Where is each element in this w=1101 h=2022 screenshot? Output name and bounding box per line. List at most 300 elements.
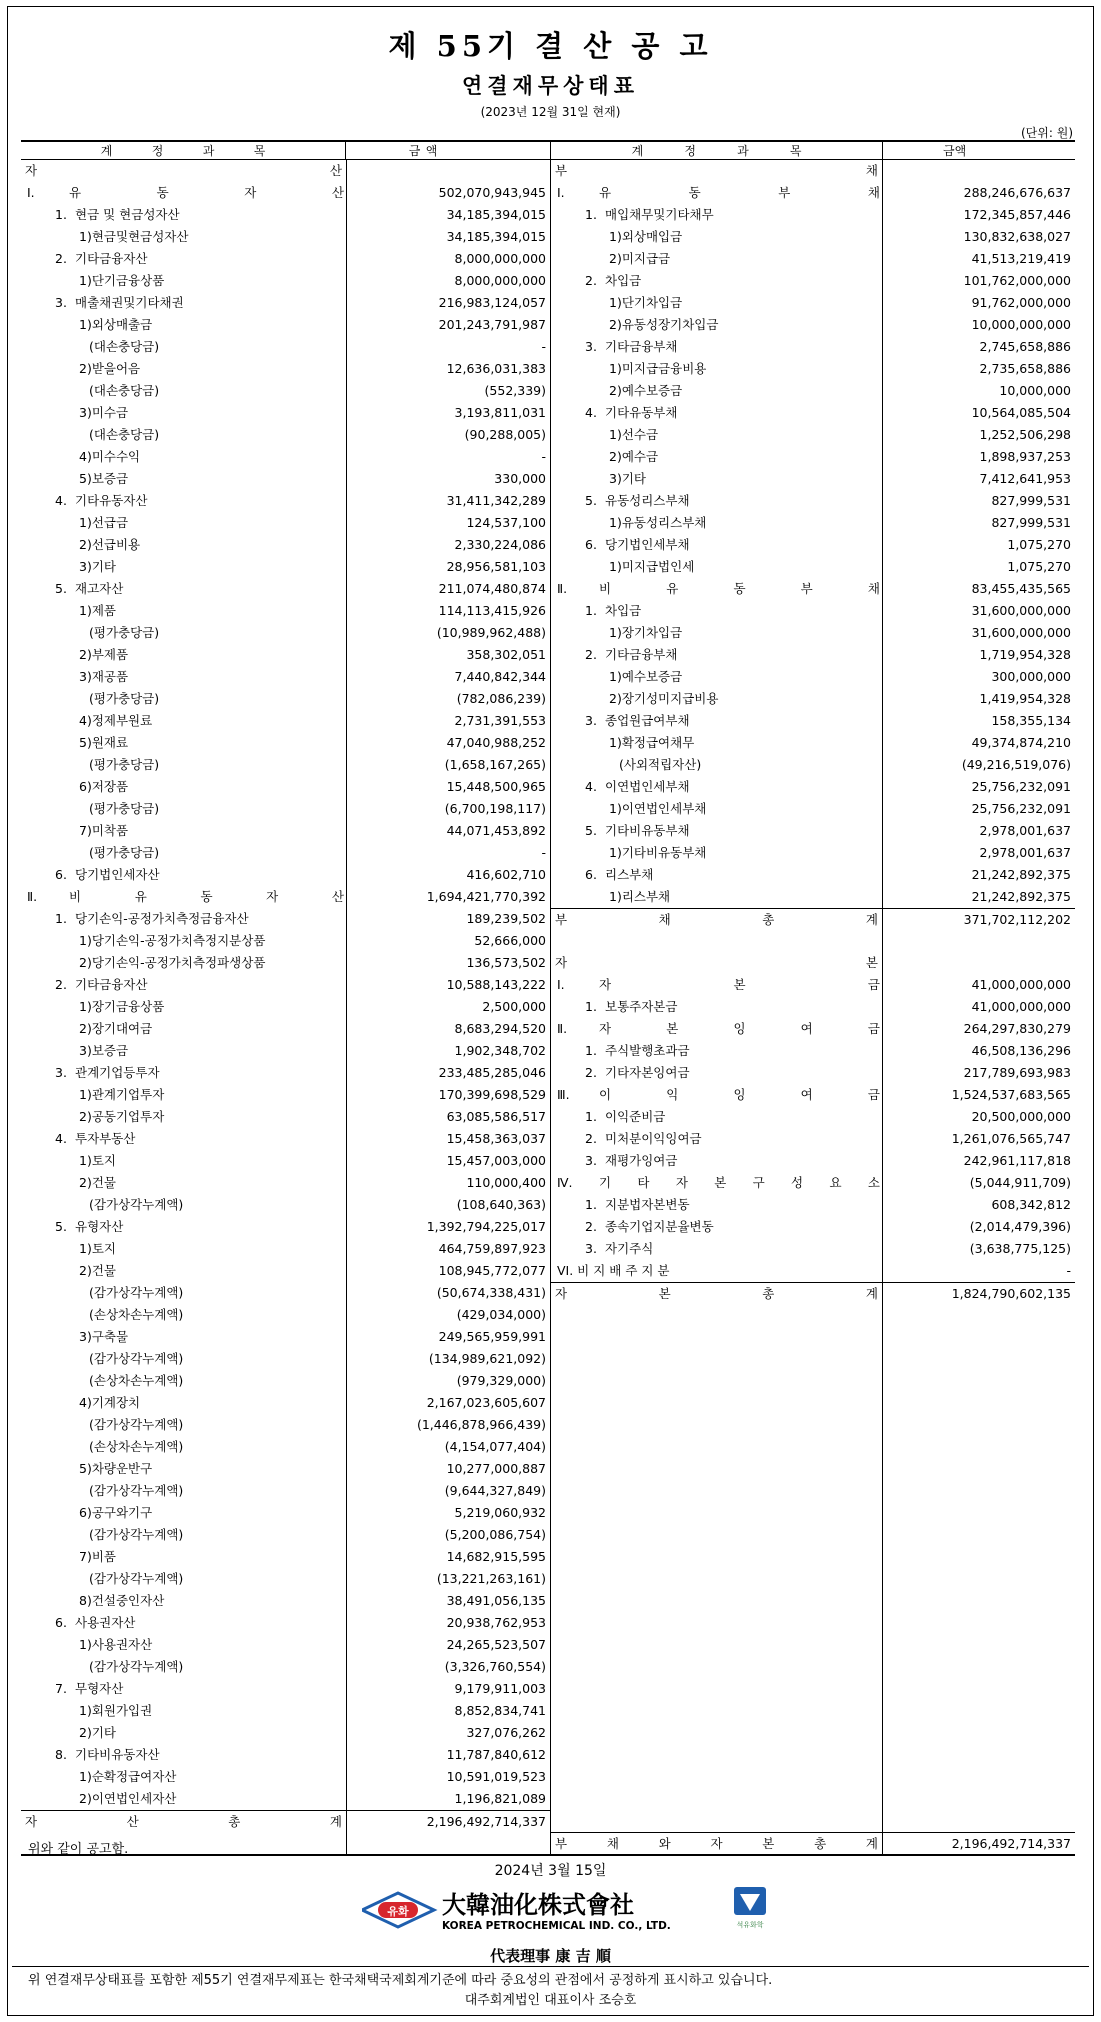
item-number: 1.	[585, 1109, 597, 1124]
amount-cell: 38,491,056,135	[346, 1590, 551, 1612]
account-label: 3)미수금	[79, 405, 129, 420]
item-number: 6.	[55, 1615, 67, 1630]
account-label	[21, 1128, 346, 1150]
amount-cell	[883, 1568, 1075, 1590]
amount-cell: 242,961,117,818	[963, 1153, 1071, 1168]
amount-cell: 2,196,492,714,337	[346, 1810, 551, 1832]
account-label: 1)유동성리스부채	[551, 512, 883, 534]
amount-cell: (13,221,263,161)	[346, 1568, 551, 1590]
amount-cell: 41,000,000,000	[971, 999, 1071, 1014]
amount-cell: 2,978,001,637	[979, 823, 1071, 838]
representative-signature: 代表理事 康 吉 順	[490, 1947, 611, 1965]
item-label: 당기손익-공정가치측정금융자산	[75, 911, 249, 926]
account-label	[551, 402, 883, 424]
amount-cell: 91,762,000,000	[971, 295, 1071, 310]
account-label	[551, 1216, 883, 1238]
amount-cell: 3,193,811,031	[346, 402, 551, 424]
item-label: 당기법인세자산	[75, 867, 160, 882]
account-label: 1)이연법인세부채	[551, 798, 883, 820]
amount-cell: 31,411,342,289	[346, 490, 551, 512]
amount-cell: 2,330,224,086	[346, 534, 551, 556]
amount-cell	[883, 1612, 1075, 1634]
account-label: 2)당기손익-공정가치측정파생상품	[79, 955, 266, 970]
item-number: 2.	[585, 1065, 597, 1080]
item-label: 미처분이익잉여금	[605, 1131, 702, 1146]
account-label	[551, 1524, 883, 1546]
amount-cell	[883, 1326, 1075, 1348]
amount-cell: 8,000,000,000	[346, 270, 551, 292]
account-label: 1)예수보증금	[551, 666, 883, 688]
amount-cell: 827,999,531	[991, 515, 1071, 530]
account-label	[551, 864, 883, 886]
amount-cell: 216,983,124,057	[346, 292, 551, 314]
amount-cell	[883, 930, 1075, 952]
account-label	[21, 1678, 346, 1700]
amount-cell	[883, 1546, 1075, 1568]
account-label: 자 본 총 계	[551, 1282, 883, 1304]
amount-cell: 34,185,394,015	[346, 204, 551, 226]
account-label	[551, 1194, 883, 1216]
account-label	[21, 1744, 346, 1766]
account-label: 자 산	[25, 163, 342, 178]
amount-cell: 416,602,710	[346, 864, 551, 886]
amount-cell: 288,246,676,637	[963, 185, 1071, 200]
amount-cell	[883, 1524, 1075, 1546]
amount-cell: 300,000,000	[991, 669, 1071, 684]
item-label: 기타유동부채	[605, 405, 678, 420]
item-number: 4.	[585, 779, 597, 794]
amount-cell: 2,735,658,886	[979, 361, 1071, 376]
item-number: 1.	[55, 207, 67, 222]
badge-text: 유화	[387, 1905, 409, 1918]
amount-cell: 15,457,003,000	[346, 1150, 551, 1172]
account-label	[551, 644, 883, 666]
account-label: 3)기타	[79, 559, 116, 574]
amount-cell	[883, 160, 1075, 182]
account-label	[551, 1062, 883, 1084]
statement-title: 연결재무상태표	[461, 74, 639, 98]
item-number: 1.	[585, 1197, 597, 1212]
account-label	[551, 1744, 883, 1766]
amount-cell: 201,243,791,987	[346, 314, 551, 336]
footer-divider	[12, 1966, 1089, 1967]
account-label	[21, 204, 346, 226]
amount-cell: 83,455,435,565	[971, 581, 1071, 596]
item-number: 3.	[585, 1241, 597, 1256]
account-label: (평가충당금)	[89, 845, 160, 860]
amount-cell: 2,745,658,886	[979, 339, 1071, 354]
item-label: 유동성리스부채	[605, 493, 690, 508]
amount-cell: 170,399,698,529	[346, 1084, 551, 1106]
account-label: (평가충당금)	[89, 625, 160, 640]
account-label: 1)외상매입금	[551, 226, 883, 248]
account-label	[21, 1612, 346, 1634]
amount-cell: 608,342,812	[991, 1197, 1071, 1212]
account-label: 1)미지급법인세	[551, 556, 883, 578]
item-number: 5.	[585, 493, 597, 508]
amount-cell: 12,636,031,383	[346, 358, 551, 380]
amount-cell	[883, 1348, 1075, 1370]
amount-cell	[883, 1502, 1075, 1524]
account-label	[551, 336, 883, 358]
account-label	[551, 600, 883, 622]
account-label: 4)기계장치	[79, 1395, 141, 1410]
account-label: 4)정제부원료	[79, 713, 153, 728]
amount-cell	[883, 1656, 1075, 1678]
item-label: 기타자본잉여금	[605, 1065, 690, 1080]
amount-cell: 172,345,857,446	[963, 207, 1071, 222]
amount-cell: (50,674,338,431)	[346, 1282, 551, 1304]
header-amount-left: 금 액	[346, 142, 551, 159]
amount-cell: 8,683,294,520	[346, 1018, 551, 1040]
amount-cell: (429,034,000)	[346, 1304, 551, 1326]
amount-cell: 63,085,586,517	[346, 1106, 551, 1128]
account-label: 2)공동기업투자	[79, 1109, 165, 1124]
account-label: 1)기타비유동부채	[551, 842, 883, 864]
amount-cell: 1,524,537,683,565	[951, 1087, 1071, 1102]
amount-cell: 124,537,100	[346, 512, 551, 534]
mark-caption: 석유화학	[736, 1921, 764, 1929]
amount-cell	[883, 1436, 1075, 1458]
amount-cell: (3,326,760,554)	[346, 1656, 551, 1678]
amount-cell: 8,000,000,000	[346, 248, 551, 270]
account-label	[551, 1436, 883, 1458]
amount-cell: (90,288,005)	[346, 424, 551, 446]
amount-cell: 158,355,134	[991, 713, 1071, 728]
amount-cell: 189,239,502	[346, 908, 551, 930]
amount-cell: 25,756,232,091	[971, 801, 1071, 816]
account-label: (손상차손누계액)	[89, 1307, 184, 1322]
amount-cell: 10,277,000,887	[346, 1458, 551, 1480]
account-label: 5)차량운반구	[79, 1461, 153, 1476]
amount-cell: (3,638,775,125)	[969, 1241, 1071, 1256]
item-number: 7.	[55, 1681, 67, 1696]
account-label	[551, 1304, 883, 1326]
account-label: 3)재공품	[79, 669, 129, 684]
item-number: 3.	[585, 713, 597, 728]
amount-cell: 358,302,051	[346, 644, 551, 666]
item-number: 1.	[585, 603, 597, 618]
account-label: 1)관계기업투자	[79, 1087, 165, 1102]
account-label	[551, 1348, 883, 1370]
notice-text: 위와 같이 공고함.	[28, 1842, 129, 1857]
header-account-right: 계 정 과 목	[551, 142, 883, 159]
item-label: 종업원급여부채	[605, 713, 690, 728]
amount-cell: 15,458,363,037	[346, 1128, 551, 1150]
amount-cell: (5,200,086,754)	[346, 1524, 551, 1546]
section-number: I.	[557, 977, 565, 992]
amount-cell	[883, 1788, 1075, 1810]
amount-cell: 1,196,821,089	[346, 1788, 551, 1810]
item-label: 매출채권및기타채권	[75, 295, 184, 310]
item-number: 3.	[585, 1153, 597, 1168]
item-number: 6.	[585, 867, 597, 882]
amount-cell: 34,185,394,015	[346, 226, 551, 248]
amount-cell	[883, 1634, 1075, 1656]
item-number: 5.	[585, 823, 597, 838]
account-label: 2)기타	[79, 1725, 116, 1740]
amount-cell: 827,999,531	[991, 493, 1071, 508]
item-number: 2.	[585, 1219, 597, 1234]
account-label: 1)당기손익-공정가치측정지분상품	[79, 933, 266, 948]
account-label	[551, 1392, 883, 1414]
item-label: 종속기업지분율변동	[605, 1219, 714, 1234]
petrochemical-mark-icon	[734, 1887, 766, 1929]
account-label: 5)보증금	[79, 471, 129, 486]
account-label: 1)미지급금융비용	[551, 358, 883, 380]
account-label	[551, 1568, 883, 1590]
item-label: 매입채무및기타채무	[605, 207, 714, 222]
account-label: (손상차손누계액)	[89, 1439, 184, 1454]
section-number: Ⅰ.	[557, 185, 565, 200]
amount-cell: 2,500,000	[346, 996, 551, 1018]
item-number: 1.	[585, 999, 597, 1014]
amount-cell: (1,446,878,966,439)	[346, 1414, 551, 1436]
amount-cell: 31,600,000,000	[971, 625, 1071, 640]
item-number: 5.	[55, 1219, 67, 1234]
account-label: (감가상각누계액)	[89, 1285, 184, 1300]
item-label: 리스부채	[605, 867, 654, 882]
item-label: 무형자산	[75, 1681, 124, 1696]
item-number: 2.	[55, 251, 67, 266]
account-label: 1)제품	[79, 603, 116, 618]
item-label: 지분법자본변동	[605, 1197, 690, 1212]
amount-cell: 9,179,911,003	[346, 1678, 551, 1700]
amount-cell	[883, 1590, 1075, 1612]
amount-cell	[883, 1392, 1075, 1414]
amount-cell	[883, 1766, 1075, 1788]
amount-cell: 14,682,915,595	[346, 1546, 551, 1568]
item-label: 투자부동산	[75, 1131, 136, 1146]
account-label	[551, 1546, 883, 1568]
section-label: 기 타 자 본 구 성 요 소	[599, 1175, 880, 1190]
balance-sheet-table	[21, 140, 1075, 1856]
amount-cell	[346, 1832, 551, 1854]
amount-cell: 10,591,019,523	[346, 1766, 551, 1788]
account-label: 1)선급금	[79, 515, 129, 530]
amount-cell: 41,000,000,000	[971, 977, 1071, 992]
amount-cell: 249,565,959,991	[346, 1326, 551, 1348]
company-logo	[362, 1885, 782, 1935]
amount-cell: 330,000	[346, 468, 551, 490]
amount-cell: 46,508,136,296	[971, 1043, 1071, 1058]
header-account-left: 계 정 과 목	[21, 142, 346, 159]
auditor-name: 대주회계법인 대표이사 조승호	[464, 1993, 637, 2008]
company-name-hanja: 大韓油化株式會社	[442, 1890, 634, 1919]
statement-date: (2023년 12월 31일 현재)	[480, 105, 621, 119]
amount-cell	[883, 1722, 1075, 1744]
account-label	[551, 1414, 883, 1436]
amount-cell: 47,040,988,252	[346, 732, 551, 754]
amount-cell: 21,242,892,375	[971, 889, 1071, 904]
account-label: VI. 비 지 배 주 지 분	[551, 1260, 883, 1282]
item-number: 6.	[55, 867, 67, 882]
amount-cell	[883, 1480, 1075, 1502]
account-label: (평가충당금)	[89, 757, 160, 772]
account-label: 1)순확정급여자산	[79, 1769, 177, 1784]
account-label	[21, 974, 346, 996]
table-header	[21, 140, 1075, 160]
section-number: Ⅲ.	[557, 1087, 570, 1102]
account-label	[551, 930, 883, 952]
item-label: 주식발행초과금	[605, 1043, 690, 1058]
account-label	[551, 1722, 883, 1744]
amount-cell	[883, 1700, 1075, 1722]
amount-cell: 1,419,954,328	[979, 691, 1071, 706]
account-label	[551, 490, 883, 512]
account-label: 1)장기차입금	[551, 622, 883, 644]
amount-cell: (1,658,167,265)	[346, 754, 551, 776]
amount-cell: -	[1066, 1263, 1071, 1278]
section-label: 유 동 부 채	[599, 185, 880, 200]
account-label: (감가상각누계액)	[89, 1417, 184, 1432]
account-label: (대손충당금)	[89, 427, 160, 442]
section-number: Ⅱ.	[557, 1021, 568, 1036]
account-label	[21, 490, 346, 512]
account-label	[21, 864, 346, 886]
account-label: (손상차손누계액)	[89, 1373, 184, 1388]
audit-opinion: 위 연결재무상태표를 포함한 제55기 연결재무제표는 한국채택국제회계기준에 따라 중요성의 관점에서 공정하게 표시하고 있습니다.	[28, 1973, 773, 1988]
amount-cell: 7,440,842,344	[346, 666, 551, 688]
item-label: 기타금융부채	[605, 647, 678, 662]
account-label: 2)장기성미지급비용	[551, 688, 883, 710]
account-label	[21, 578, 346, 600]
account-label	[21, 886, 346, 908]
account-label	[21, 292, 346, 314]
account-label	[551, 776, 883, 798]
section-number: Ⅱ.	[557, 581, 568, 596]
item-label: 유형자산	[75, 1219, 124, 1234]
amount-cell: (782,086,239)	[346, 688, 551, 710]
item-label: 기타유동자산	[75, 493, 148, 508]
account-label	[551, 710, 883, 732]
amount-cell: (49,216,519,076)	[961, 757, 1071, 772]
account-label: 3)구축물	[79, 1329, 129, 1344]
amount-cell: 101,762,000,000	[963, 273, 1071, 288]
item-number: 4.	[55, 493, 67, 508]
account-label: (감가상각누계액)	[89, 1197, 184, 1212]
account-label	[551, 996, 883, 1018]
section-label: 유 동 자 산	[69, 185, 344, 200]
amount-cell: 464,759,897,923	[346, 1238, 551, 1260]
account-label	[551, 974, 883, 996]
account-label: 2)이연법인세자산	[79, 1791, 177, 1806]
amount-cell: (6,700,198,117)	[346, 798, 551, 820]
amount-cell: -	[346, 842, 551, 864]
account-label: (사외적립자산)	[551, 754, 883, 776]
account-label: 자 본	[551, 952, 883, 974]
amount-cell: 49,374,874,210	[971, 735, 1071, 750]
amount-cell: 130,832,638,027	[963, 229, 1071, 244]
account-label: 자 산 총 계	[21, 1810, 346, 1832]
amount-cell: 2,196,492,714,337	[883, 1832, 1075, 1854]
account-label: 6)공구와기구	[79, 1505, 153, 1520]
account-label	[551, 1788, 883, 1810]
account-label	[551, 1106, 883, 1128]
amount-cell: 371,702,112,202	[883, 908, 1075, 930]
amount-cell	[883, 1304, 1075, 1326]
account-label: 1)토지	[79, 1153, 116, 1168]
amount-cell: 10,564,085,504	[971, 405, 1071, 420]
amount-cell: (552,339)	[346, 380, 551, 402]
account-label: 부 채	[551, 160, 883, 182]
item-number: 3.	[55, 1065, 67, 1080]
account-label: 2)부제품	[79, 647, 129, 662]
account-label: 2)건물	[79, 1175, 116, 1190]
amount-cell: 110,000,400	[346, 1172, 551, 1194]
item-number: 2.	[585, 647, 597, 662]
account-label	[551, 534, 883, 556]
item-number: 6.	[585, 537, 597, 552]
account-label	[551, 1458, 883, 1480]
table-body	[21, 160, 1075, 1856]
amount-cell: 41,513,219,419	[971, 251, 1071, 266]
item-label: 기타금융자산	[75, 251, 148, 266]
amount-cell: -	[346, 336, 551, 358]
amount-cell: 2,978,001,637	[979, 845, 1071, 860]
amount-cell: 31,600,000,000	[971, 603, 1071, 618]
amount-cell: 1,898,937,253	[979, 449, 1071, 464]
account-label	[551, 1150, 883, 1172]
item-number: 5.	[55, 581, 67, 596]
item-number: 1.	[55, 911, 67, 926]
account-label	[21, 908, 346, 930]
account-label	[551, 270, 883, 292]
item-number: 4.	[55, 1131, 67, 1146]
account-label	[551, 1326, 883, 1348]
account-label	[551, 1480, 883, 1502]
account-label: 1)회원가입권	[79, 1703, 153, 1718]
account-label	[21, 182, 346, 204]
amount-cell: 2,167,023,605,607	[346, 1392, 551, 1414]
section-label: 자 본 잉 여 금	[599, 1021, 880, 1036]
item-number: 3.	[55, 295, 67, 310]
account-label	[551, 1678, 883, 1700]
account-label: (감가상각누계액)	[89, 1351, 184, 1366]
item-label: 차입금	[605, 603, 642, 618]
account-label: 1)사용권자산	[79, 1637, 153, 1652]
item-number: 2.	[585, 1131, 597, 1146]
amount-cell: 108,945,772,077	[346, 1260, 551, 1282]
item-label: 사용권자산	[75, 1615, 136, 1630]
item-label: 현금 및 현금성자산	[75, 207, 180, 222]
company-name-english: KOREA PETROCHEMICAL IND. CO., LTD.	[442, 1920, 671, 1932]
account-label	[551, 820, 883, 842]
account-label	[21, 248, 346, 270]
account-label	[551, 1634, 883, 1656]
section-label: 비 유 동 자 산	[69, 889, 344, 904]
account-label	[551, 1810, 883, 1832]
amount-cell: 217,789,693,983	[963, 1065, 1071, 1080]
account-label: 1)현금및현금성자산	[79, 229, 189, 244]
section-number: Ⅳ.	[557, 1175, 573, 1190]
account-label	[551, 1502, 883, 1524]
amount-cell	[883, 1744, 1075, 1766]
account-label: 1)토지	[79, 1241, 116, 1256]
account-label: 6)저장품	[79, 779, 129, 794]
item-label: 보통주자본금	[605, 999, 678, 1014]
amount-cell: (979,329,000)	[346, 1370, 551, 1392]
account-label	[551, 1612, 883, 1634]
amount-cell: (108,640,363)	[346, 1194, 551, 1216]
account-label: 부 채 총 계	[551, 908, 883, 930]
section-number: Ⅰ.	[27, 185, 35, 200]
amount-cell	[883, 952, 1075, 974]
amount-cell: 10,588,143,222	[346, 974, 551, 996]
account-label: (대손충당금)	[89, 339, 160, 354]
amount-cell: 21,242,892,375	[971, 867, 1071, 882]
account-label	[551, 578, 883, 600]
